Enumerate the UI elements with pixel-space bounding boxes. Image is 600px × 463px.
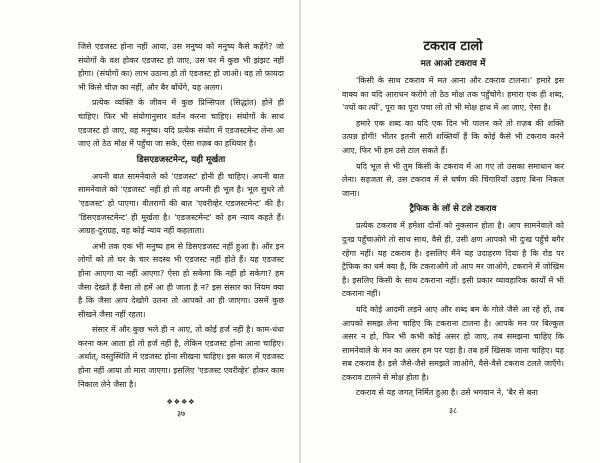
left-page-number: ३७ [176,409,186,419]
left-paragraph-2: प्रत्येक व्यक्ति के जीवन में कुछ प्रिन्सिपल (सिद्धांत) होने ही चाहिए। फिर भी संयोगानुसार वर्तन करना चाहिए। संयोगों के साथ एडजस्ट हो जाए, वह मनुष्य। यदि प्रत्येक संयोग में एडजस्टमेन्ट लेना आ जाए तो ठेठ मोक्ष में पहुँचा जा सके, ऐसा ग़ज़ब का हथियार है। [78,98,284,149]
right-page-number: ३८ [448,406,458,416]
right-paragraph-2: हमारे एक शब्द का यदि एक दिन भी पालन करे तो ग़ज़ब की शक्ति उत्पन्न होगी! भीतर इतनी सारी शक्तियाँ हैं कि कोई कैसे भी टकराव करने आए, फिर भी हम उसे टाल सकते हैं। [342,118,564,155]
right-paragraph-6: टकराव से यह जगत् निर्मित हुआ है। उसे भगवान ने, 'बैर से बना [356,388,538,398]
left-section-heading: डिसएडजस्टमेन्ट, यही मूर्खता [136,154,226,165]
right-paragraph-5: यदि कोई आदमी लड़ने आए और शब्द बम के गोले जैसे आ रहे हों, तब आपको समझ लेना चाहिए कि टकराना टालना है। आपके मन पर बिल्कुल असर न हो, फिर भी कभी कोई असर हो जाए, तब समझना चाहिए कि सामनेवाले के मन का असर हम पर पड़ा है। तब हमें खिसक जाना चाहिए। यह सब टकराव है। इसे जैसे-जैसे समझते जाओगे, वैसे-वैसे टकराव टलते जाएँगे। टकराव टालने से मोक्ष होता है। [342,304,564,382]
right-page [300,0,600,463]
left-paragraph-4: अभी तक एक भी मनुष्य हम से डिसएडजस्ट नहीं हुआ है। और इन लोगों को तो घर के चार सदस्य भी एडजस्ट नहीं होते हैं। यह एडजस्ट होना आएगा या नहीं आएगा? ऐसा हो सकेगा कि नहीं हो सकेगा? हम जैसा देखते हैं वैसा तो हमें आ ही जाता है न? इस संसार का नियम क्या है कि जैसा आप देखोगे उतना तो आपको आ ही जाएगा। उसमें कुछ सीखने जैसा नहीं रहता। [78,241,284,319]
left-paragraph-5: संसार में और कुछ भले ही न आए, तो कोई हर्ज नहीं है। काम-धंधा करना कम आता हो तो हर्ज नहीं है, लेकिन एडजस्ट होना आना चाहिए। अर्थात्, वस्तुस्थिति में एडजस्ट होना सीखना चाहिए। इस काल में एडजस्ट होना नहीं आया तो मारा जाएगा। इसलिए 'एडजस्ट एवरीव्हेर' होकर काम निकाल लेने जैसा है। [78,325,284,389]
left-paragraph-3: अपनी बात सामनेवाले को 'एडजस्ट' होनी ही चाहिए। अपनी बात सामनेवाले को 'एडजस्ट' नहीं हो तो वह अपनी ही भूल है। भूल सुधरे तो 'एडजस्ट' हो पाएगा। वीतरागों की बात 'एवरीव्हेर एडजस्टमेन्ट' की है। 'डिसएडजस्टमेन्ट' ही मूर्खता है। 'एडजस्टमेन्ट' को हम न्याय कहते हैं। आग्रह-दुराग्रह, वह कोई न्याय नहीं कहलाता। [78,171,284,236]
right-paragraph-4: प्रत्येक टकराव में हमेशा दोनों को नुकसान होता है। आप सामनेवाले को दुःख पहुँचाओगे तो साथ साथ, वैसे ही, उसी क्षण आपको भी दुःख पहुँचे बगैर रहेगा नहीं। यह टकराव है। इसलिए मैंने यह उदाहरण दिया है कि रोड पर ट्रैफिक का धर्म क्या है, कि टकराओगे तो आप मर जाओगे, टकराने में जोखिम है। इसलिए किसी के साथ टकराना नहीं। इसी प्रकार व्यावहारिक कार्यों में भी टकराना नहीं। [342,221,564,299]
right-paragraph-3: यदि भूल से भी तुम किसी के टकराव में आ गए तो उसका समाधान कर लेना। सहजता से, उस टकराव में से घर्षण की चिंगारियाँ उड़ाए बिना निकल जाना। [342,161,564,198]
chapter-subtitle: मत आओ टकराव में [420,59,486,69]
right-paragraph-1: 'किसी के साथ टकराव में मत आना और टकराव टालना।' हमारे इस वाक्य का यदि आराधन करोगे तो ठेठ मोक्ष तक पहुँचोगे। हमारा एक ही शब्द, 'ज्यों का त्यों', पूरा का पूरा पचा लो तो भी मोक्ष हाथ में आ जाए, ऐसा है। [342,76,564,113]
right-section-heading: ट्रैफिक के लॉ से टले टकराव [409,204,497,215]
chapter-title: टकराव टालो [423,39,483,54]
ornament-divider: ❖❖❖❖ [166,398,196,407]
left-paragraph-1: जिसे एडजस्ट होना नहीं आया, उस मनुष्य को मनुष्य कैसे कहेंगे? जो संयोगों के वश होकर एडजस्ट हो जाए, उस घर में कुछ भी झंझट नहीं होगा। (संयोगों का) लाभ उठाना हो तो एडजस्ट हो जाओ। वह तो फ़ायदा भी किसे चीज़ का नहीं, और बैर बाँधेंगे, यह अलग। [78,42,284,92]
